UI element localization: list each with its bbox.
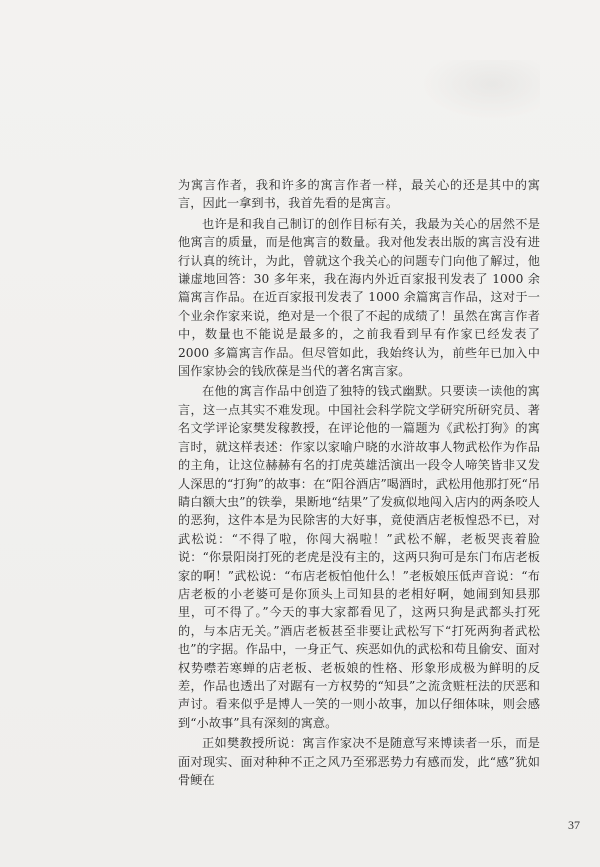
- paragraph-4: 正如樊教授所说：寓言作家决不是随意写来博读者一乐，而是面对现实、面对种种不正之风乃至邪恶势力有感而发，此“感”犹如骨鲠在: [178, 736, 540, 787]
- page-number: 37: [568, 818, 580, 832]
- paragraph-2: 也许是和我自己制订的创作目标有关，我最为关心的居然不是他寓言的质量，而是他寓言的数量。我对他发表出版的寓言没有进行认真的统计，为此，曾就这个我关心的问题专门向他了解过，他谦虚地回答：30 多年来，我在海内外近百家报刊发表了 1000 余篇寓言作品。在近百家报刊发表了 1000 余篇寓言作品，这对于一个业余作家来说，绝对是一个很了不起的成绩了！虽然在寓言作者中，数量也不能说是最多的，之前我看到早有作家已经发表了 2000 多篇寓言作品。但尽管如此，我始终认为，前些年已加入中国作家协会的钱欣葆是当代的著名寓言家。: [178, 216, 540, 379]
- paragraph-1: 为寓言作者，我和许多的寓言作者一样，最关心的还是其中的寓言，因此一拿到书，我首先看的是寓言。: [178, 178, 540, 211]
- paragraph-3: 在他的寓言作品中创造了独特的钱式幽默。只要读一读他的寓言，这一点其实不难发现。中国社会科学院文学研究所研究员、著名文学评论家樊发稼教授，在评论他的一篇题为《武松打狗》的寓言时，就这样表述：作家以家喻户晓的水浒故事人物武松作为作品的主角，让这位赫赫有名的打虎英雄活演出一段令人啼笑皆非又发人深思的“打狗”的故事：在“阳谷酒店”喝酒时，武松用他那打死“吊睛白额大虫”的铁拳，果断地“结果”了发疯似地闯入店内的两条咬人的恶狗，这件本是为民除害的大好事，竟使酒店老板惶恐不已，对武松说：“不得了啦，你闯大祸啦！”武松不解，老板哭丧着脸说：“你景阳岗打死的老虎是没有主的，这两只狗可是东门布店老板家的啊！”武松说：“布店老板怕他什么！”老板娘压低声音说：“布店老板的小老婆可是你顶头上司知县的老相好啊，她闹到知县那里，可不得了。”今天的事大家都看见了，这两只狗是武都头打死的，与本店无关。”酒店老板甚至非要让武松写下“打死两狗者武松也”的字据。作品中，一身正气、疾恶如仇的武松和苟且偷安、面对权势噤若寒蝉的店老板、老板娘的性格、形象形成极为鲜明的反差，作品也透出了对踞有一方权势的“知县”之流贪赃枉法的厌恶和声讨。看来似乎是博人一笑的一则小故事，加以仔细体味，则会感到“小故事”具有深刻的寓意。: [178, 384, 540, 730]
- bleed-through-shadow: [420, 60, 540, 120]
- body-text: [178, 176, 540, 789]
